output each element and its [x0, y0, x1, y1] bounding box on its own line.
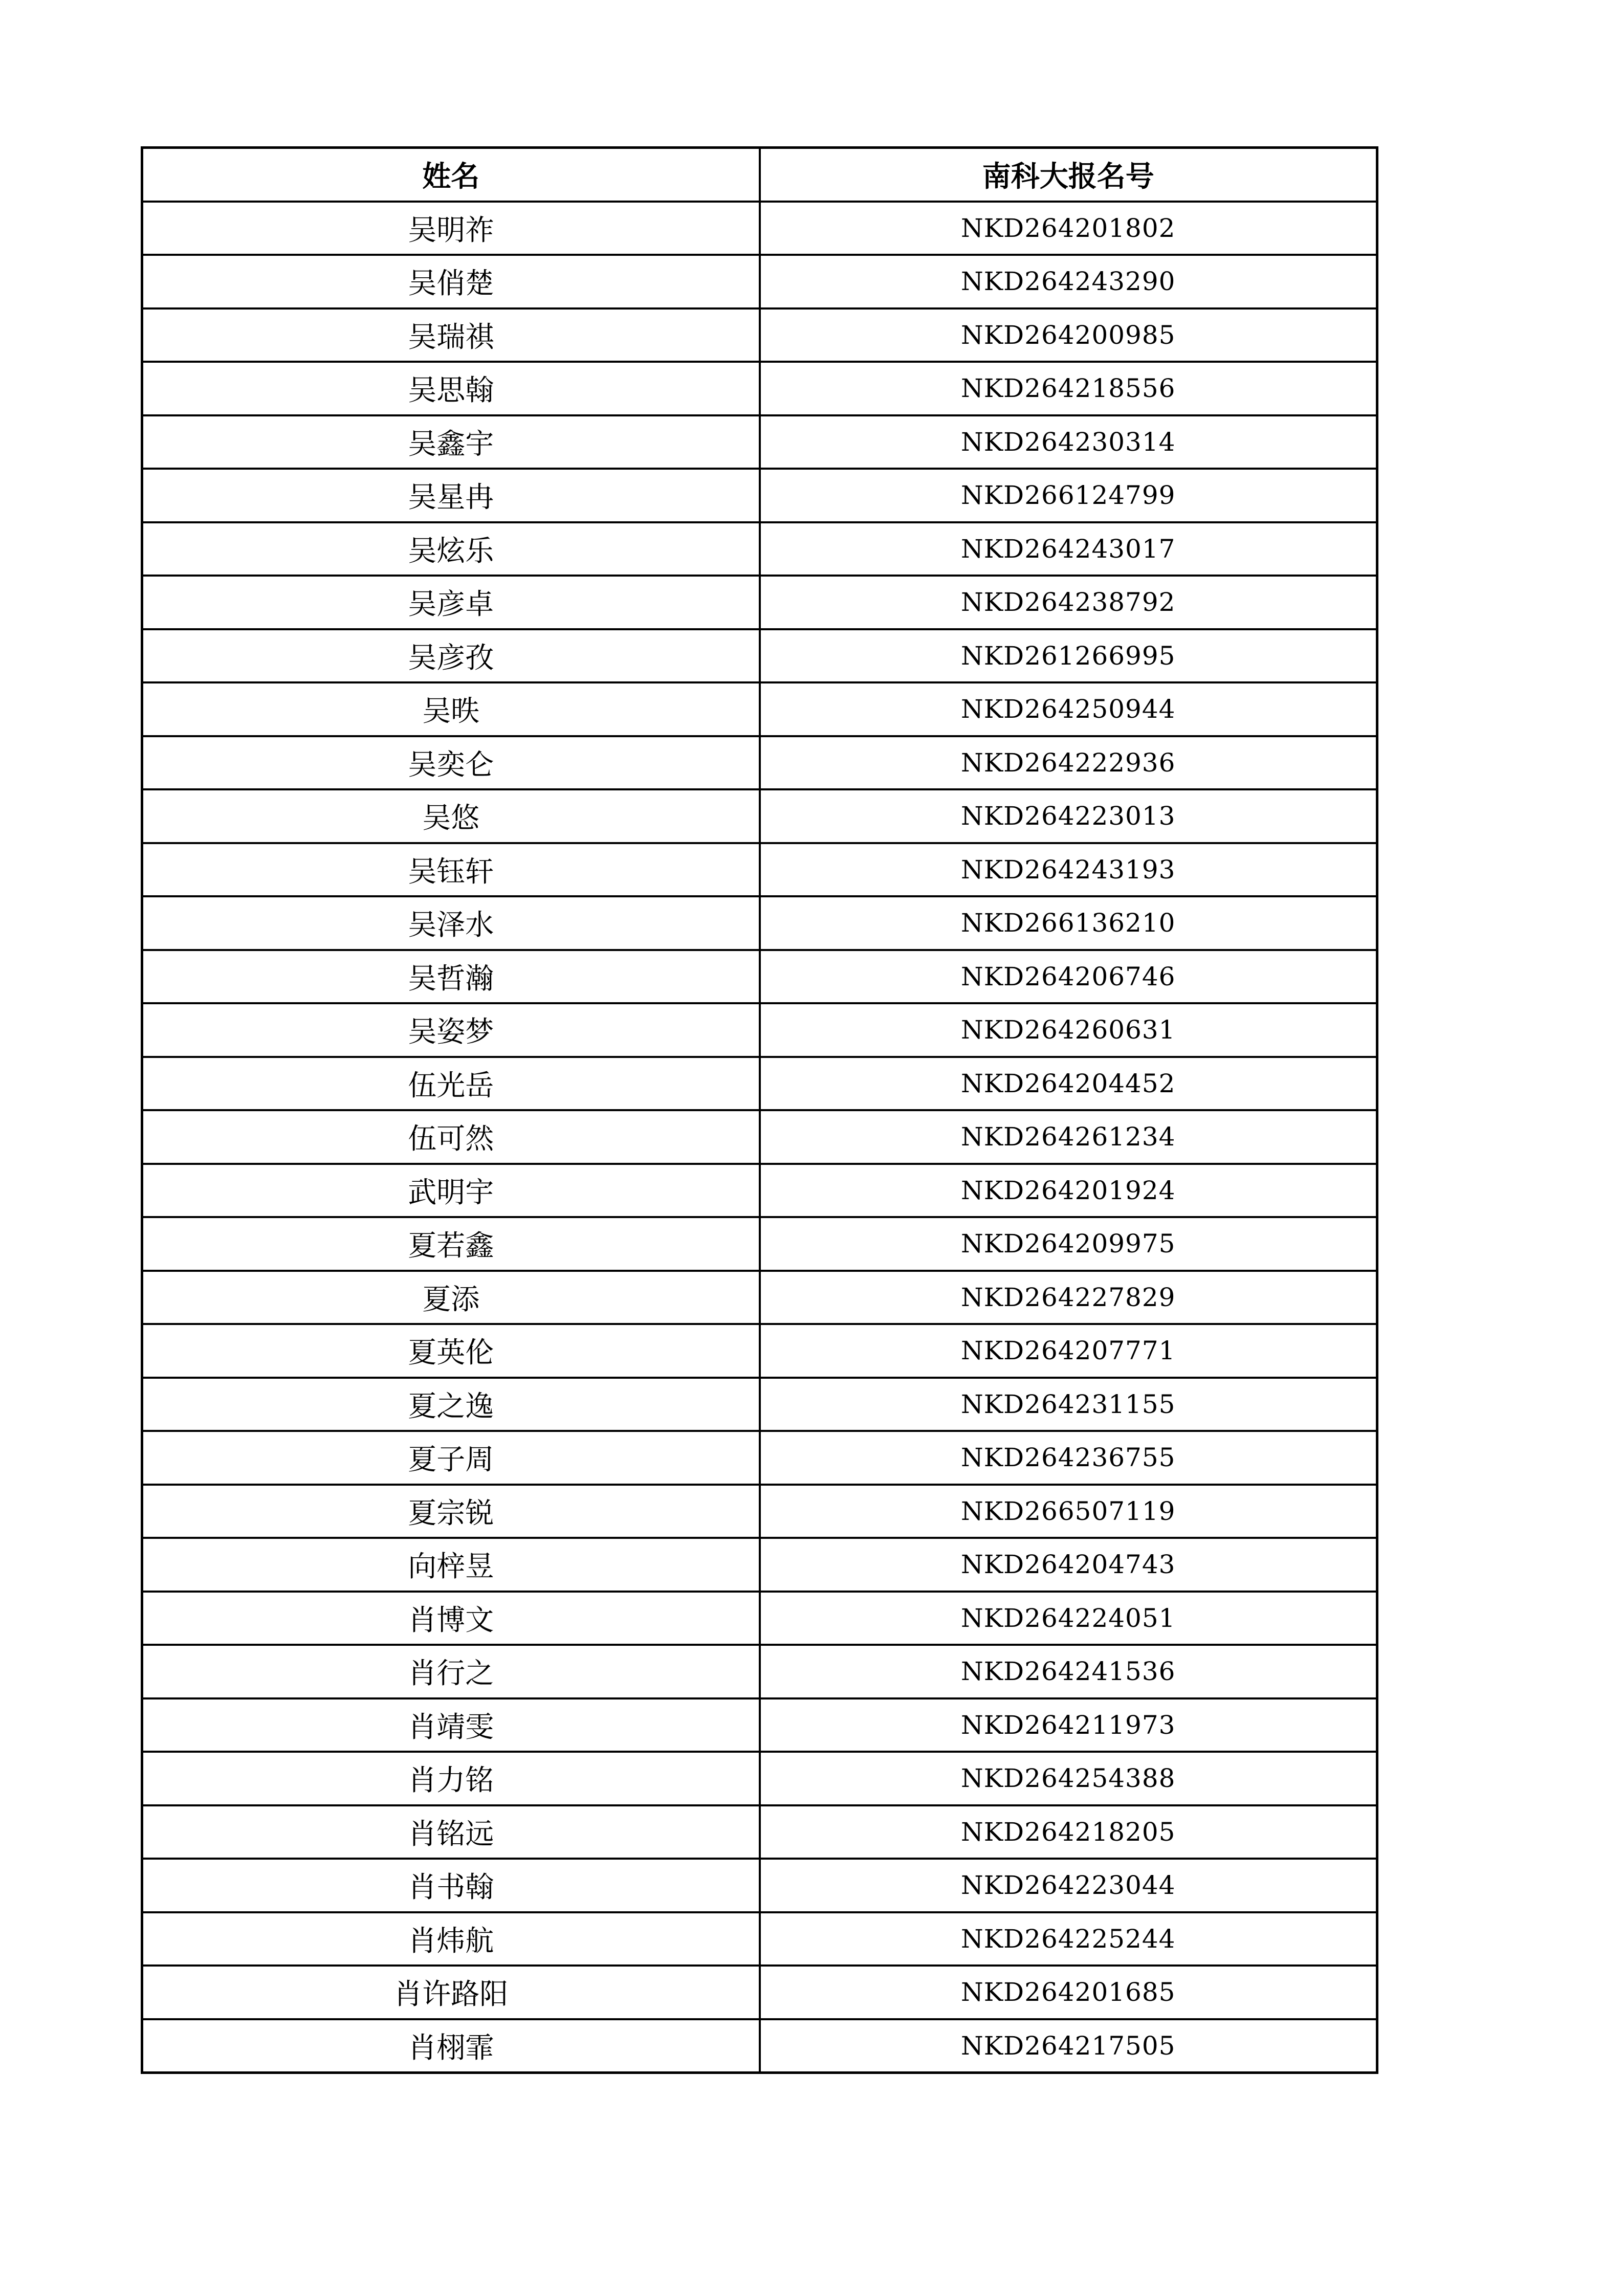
cell-name: 肖力铭	[142, 1752, 760, 1805]
table-row	[142, 1645, 1377, 1698]
header-row	[142, 148, 1377, 202]
table-row	[142, 362, 1377, 415]
table-row	[142, 1431, 1377, 1485]
column-header-name: 姓名	[142, 148, 760, 202]
cell-registration-number: NKD264207771	[760, 1324, 1377, 1378]
cell-name: 肖铭远	[142, 1805, 760, 1859]
table-row	[142, 255, 1377, 308]
table-row	[142, 1057, 1377, 1111]
table-row	[142, 308, 1377, 362]
table-row	[142, 2019, 1377, 2073]
cell-registration-number: NKD264218205	[760, 1805, 1377, 1859]
table-body	[142, 202, 1377, 2073]
cell-registration-number: NKD264250944	[760, 682, 1377, 736]
table-row	[142, 1592, 1377, 1645]
cell-registration-number: NKD264225244	[760, 1912, 1377, 1966]
table-row	[142, 1378, 1377, 1431]
table-row	[142, 1003, 1377, 1057]
cell-registration-number: NKD264224051	[760, 1592, 1377, 1645]
cell-name: 伍可然	[142, 1110, 760, 1164]
cell-registration-number: NKD261266995	[760, 629, 1377, 683]
table-row	[142, 896, 1377, 950]
cell-name: 夏添	[142, 1271, 760, 1324]
cell-name: 吴炫乐	[142, 522, 760, 576]
cell-registration-number: NKD264243193	[760, 843, 1377, 897]
cell-name: 吴昳	[142, 682, 760, 736]
cell-registration-number: NKD264243290	[760, 255, 1377, 308]
cell-name: 吴泽水	[142, 896, 760, 950]
cell-name: 武明宇	[142, 1164, 760, 1218]
table-row	[142, 202, 1377, 255]
table-row	[142, 469, 1377, 522]
table-row	[142, 1698, 1377, 1752]
cell-registration-number: NKD264231155	[760, 1378, 1377, 1431]
table-row	[142, 1966, 1377, 2019]
table-row	[142, 1752, 1377, 1805]
cell-registration-number: NKD264236755	[760, 1431, 1377, 1485]
cell-name: 夏子周	[142, 1431, 760, 1485]
table-row	[142, 1110, 1377, 1164]
cell-registration-number: NKD264201685	[760, 1966, 1377, 2019]
cell-name: 吴明祚	[142, 202, 760, 255]
cell-name: 肖书翰	[142, 1859, 760, 1912]
cell-name: 吴俏楚	[142, 255, 760, 308]
cell-registration-number: NKD264222936	[760, 736, 1377, 790]
cell-name: 吴彦孜	[142, 629, 760, 683]
cell-registration-number: NKD264254388	[760, 1752, 1377, 1805]
table-header	[142, 148, 1377, 202]
cell-registration-number: NKD264223044	[760, 1859, 1377, 1912]
cell-registration-number: NKD266507119	[760, 1485, 1377, 1538]
table-row	[142, 1324, 1377, 1378]
cell-registration-number: NKD264201802	[760, 202, 1377, 255]
cell-registration-number: NKD266124799	[760, 469, 1377, 522]
table-row	[142, 843, 1377, 897]
cell-name: 吴彦卓	[142, 576, 760, 629]
table-row	[142, 1217, 1377, 1271]
cell-name: 吴瑞祺	[142, 308, 760, 362]
cell-registration-number: NKD264204743	[760, 1538, 1377, 1592]
table-row	[142, 415, 1377, 469]
table-row	[142, 1859, 1377, 1912]
cell-name: 吴奕仑	[142, 736, 760, 790]
cell-registration-number: NKD264230314	[760, 415, 1377, 469]
cell-name: 夏若鑫	[142, 1217, 760, 1271]
cell-name: 吴钰轩	[142, 843, 760, 897]
table-row	[142, 522, 1377, 576]
table-row	[142, 576, 1377, 629]
cell-registration-number: NKD264243017	[760, 522, 1377, 576]
cell-name: 肖栩霏	[142, 2019, 760, 2073]
table-row	[142, 736, 1377, 790]
table-row	[142, 1164, 1377, 1218]
cell-registration-number: NKD264227829	[760, 1271, 1377, 1324]
cell-name: 夏英伦	[142, 1324, 760, 1378]
cell-registration-number: NKD264211973	[760, 1698, 1377, 1752]
cell-name: 伍光岳	[142, 1057, 760, 1111]
cell-name: 向梓昱	[142, 1538, 760, 1592]
cell-name: 吴哲瀚	[142, 950, 760, 1004]
cell-name: 肖许路阳	[142, 1966, 760, 2019]
cell-registration-number: NKD264206746	[760, 950, 1377, 1004]
cell-name: 夏宗锐	[142, 1485, 760, 1538]
cell-registration-number: NKD264217505	[760, 2019, 1377, 2073]
cell-name: 夏之逸	[142, 1378, 760, 1431]
cell-registration-number: NKD266136210	[760, 896, 1377, 950]
cell-registration-number: NKD264238792	[760, 576, 1377, 629]
cell-name: 吴思翰	[142, 362, 760, 415]
table-row	[142, 1912, 1377, 1966]
cell-name: 吴鑫宇	[142, 415, 760, 469]
table-row	[142, 1485, 1377, 1538]
cell-registration-number: NKD264218556	[760, 362, 1377, 415]
table-row	[142, 789, 1377, 843]
cell-name: 吴星冉	[142, 469, 760, 522]
table-row	[142, 950, 1377, 1004]
cell-name: 吴姿梦	[142, 1003, 760, 1057]
cell-registration-number: NKD264209975	[760, 1217, 1377, 1271]
cell-registration-number: NKD264204452	[760, 1057, 1377, 1111]
cell-registration-number: NKD264201924	[760, 1164, 1377, 1218]
cell-registration-number: NKD264261234	[760, 1110, 1377, 1164]
cell-registration-number: NKD264223013	[760, 789, 1377, 843]
cell-name: 肖博文	[142, 1592, 760, 1645]
table-row	[142, 682, 1377, 736]
table-row	[142, 1805, 1377, 1859]
cell-registration-number: NKD264241536	[760, 1645, 1377, 1698]
table-row	[142, 629, 1377, 683]
table-row	[142, 1271, 1377, 1324]
cell-name: 肖靖雯	[142, 1698, 760, 1752]
table-row	[142, 1538, 1377, 1592]
cell-name: 肖行之	[142, 1645, 760, 1698]
cell-registration-number: NKD264200985	[760, 308, 1377, 362]
cell-name: 吴悠	[142, 789, 760, 843]
cell-name: 肖炜航	[142, 1912, 760, 1966]
registration-table	[141, 146, 1378, 2074]
column-header-registration-number: 南科大报名号	[760, 148, 1377, 202]
cell-registration-number: NKD264260631	[760, 1003, 1377, 1057]
